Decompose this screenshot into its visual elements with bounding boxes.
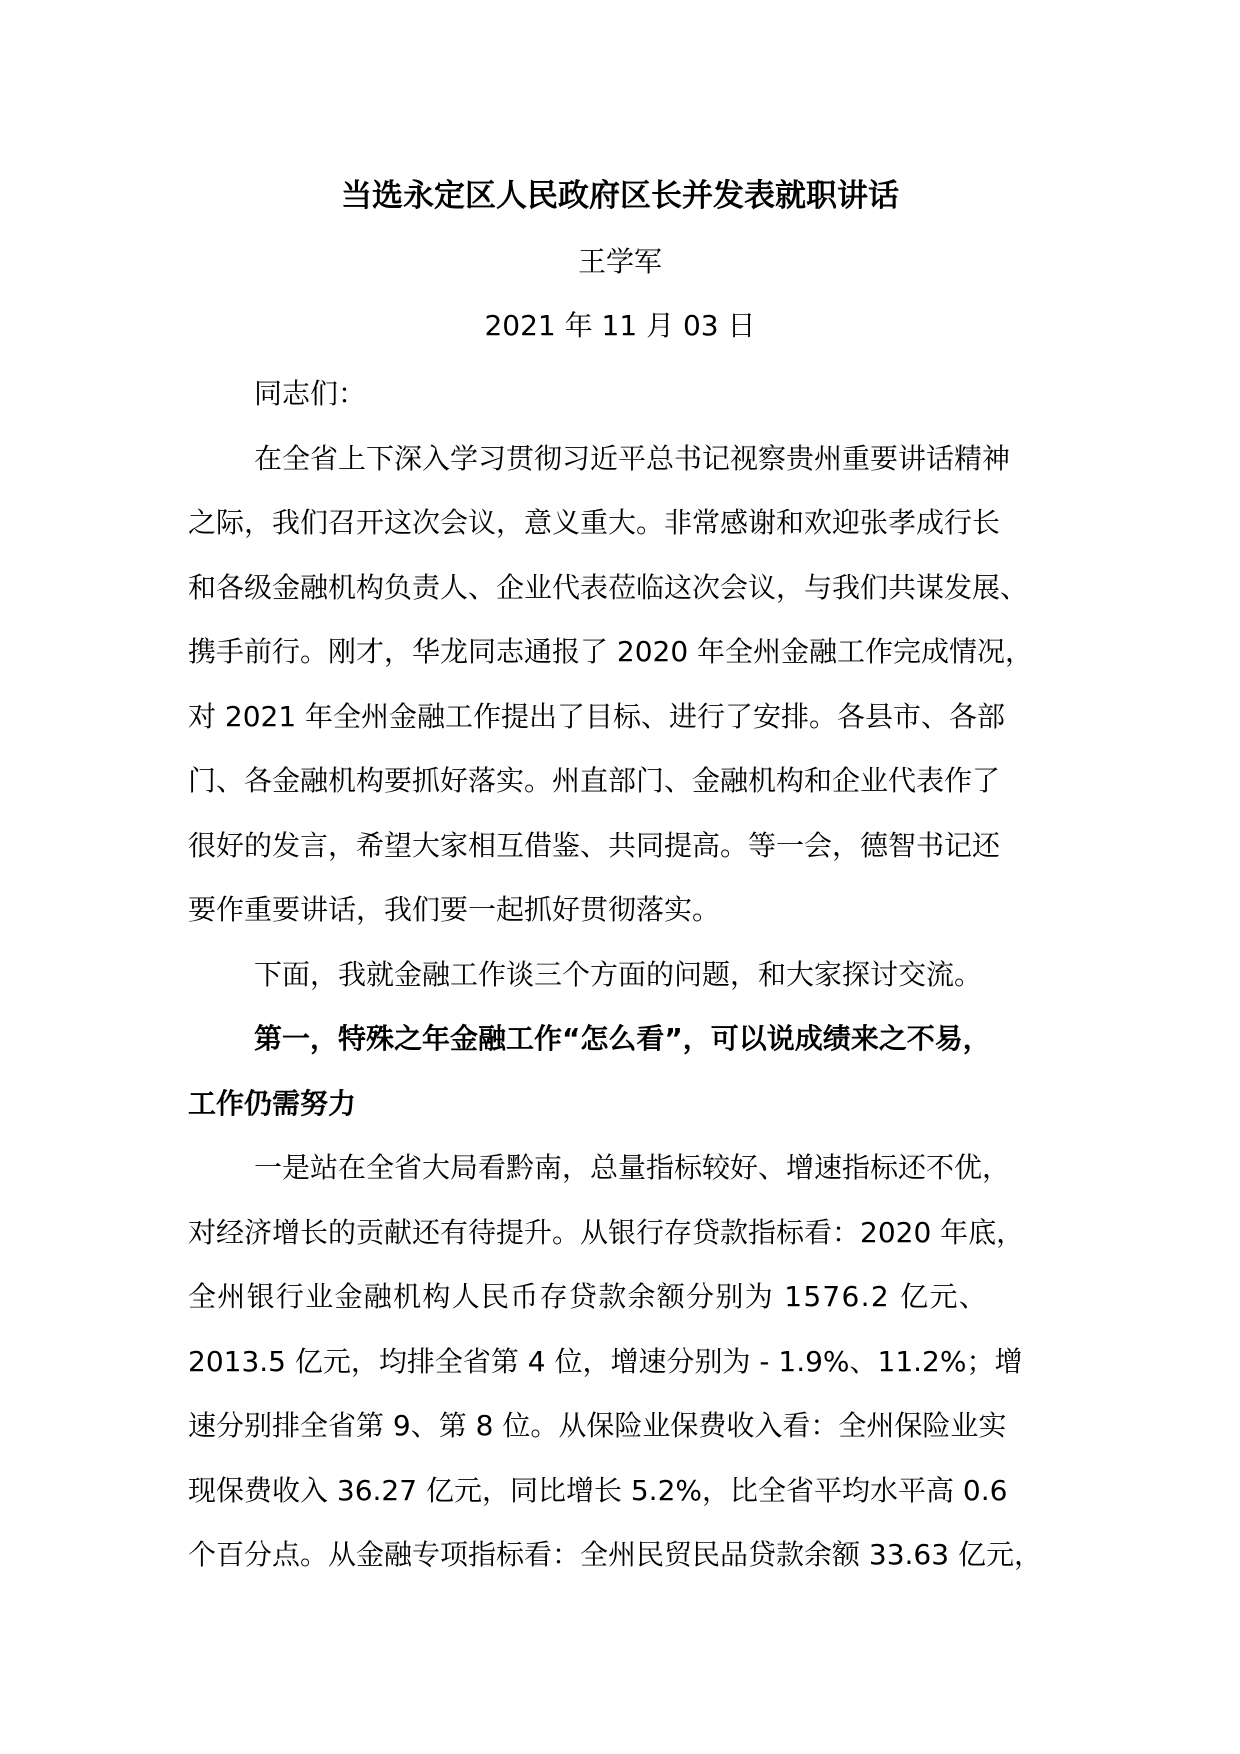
- document-title: 当选永定区人民政府区长并发表就职讲话: [341, 178, 899, 214]
- paragraph-line: 携手前行。刚才，华龙同志通报了 2020 年全州金融工作完成情况，: [188, 635, 1034, 668]
- paragraph-line: 2013.5 亿元，均排全省第 4 位，增速分别为 - 1.9%、11.2%；增: [188, 1344, 1023, 1378]
- document-author: 王学军: [577, 245, 662, 278]
- paragraph-line: 下面，我就金融工作谈三个方面的问题，和大家探讨交流。: [254, 957, 983, 991]
- paragraph-line: 全州银行业金融机构人民币存贷款余额分别为 1576.2 亿元、: [188, 1280, 989, 1313]
- paragraph-line: 同志们：: [254, 377, 367, 410]
- paragraph-line: 对经济增长的贡献还有待提升。从银行存贷款指标看：2020 年底，: [188, 1215, 1025, 1249]
- paragraph-line: 和各级金融机构负责人、企业代表莅临这次会议，与我们共谋发展、: [188, 570, 1029, 604]
- paragraph-line: 在全省上下深入学习贯彻习近平总书记视察贵州重要讲话精神: [254, 441, 1011, 475]
- paragraph-line: 门、各金融机构要抓好落实。州直部门、金融机构和企业代表作了: [188, 764, 1001, 797]
- paragraph-line: 对 2021 年全州金融工作提出了目标、进行了安排。各县市、各部: [188, 699, 1006, 733]
- paragraph-line: 现保费收入 36.27 亿元，同比增长 5.2%，比全省平均水平高 0.6: [188, 1473, 1008, 1507]
- document-body: [188, 362, 1088, 1588]
- paragraph-line: 一是站在全省大局看黔南，总量指标较好、增速指标还不优，: [254, 1151, 1011, 1184]
- document-date: 2021 年 11 月 03 日: [484, 309, 756, 342]
- paragraph-line: 个百分点。从金融专项指标看：全州民贸民品贷款余额 33.63 亿元，: [188, 1538, 1042, 1571]
- section-heading-line: 第一，特殊之年金融工作“怎么看”，可以说成绩来之不易，: [254, 1022, 991, 1055]
- paragraph-line: 要作重要讲话，我们要一起抓好贯彻落实。: [188, 893, 721, 926]
- paragraph-line: 速分别排全省第 9、第 8 位。从保险业保费收入看：全州保险业实: [188, 1409, 1007, 1442]
- paragraph-line: 很好的发言，希望大家相互借鉴、共同提高。等一会，德智书记还: [188, 828, 1001, 862]
- section-heading-line: 工作仍需努力: [188, 1086, 357, 1120]
- paragraph-line: 之际，我们召开这次会议，意义重大。非常感谢和欢迎张孝成行长: [188, 506, 1001, 539]
